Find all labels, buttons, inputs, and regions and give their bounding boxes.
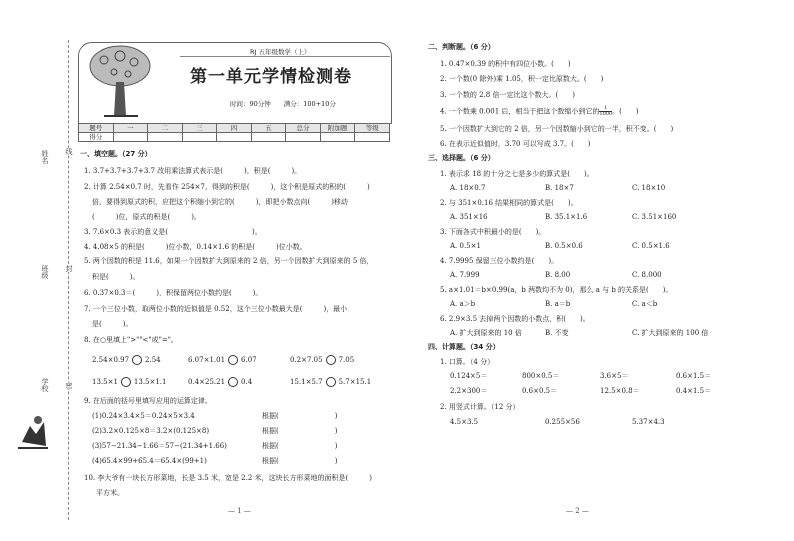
score-cell[interactable] (217, 133, 252, 142)
compare-left: 0.4×25.21 (188, 378, 226, 386)
score-cell[interactable] (355, 133, 390, 142)
judge-6: 6. 在表示近似值时，3.70 可以写成 3.7。( ) (440, 140, 591, 148)
choice-2: 2. 与 351×0.16 结果相同的算式是( )。 (440, 199, 578, 207)
section-fill-blank: 一、填空题。（27 分） (80, 150, 152, 158)
section-calc: 四、计算题。（34 分） (428, 343, 500, 351)
score-header: 四 (217, 124, 252, 133)
question-4: 4. 4.08×5 的积是( )位小数，0.14×1.6 的积是( )位小数。 (84, 243, 307, 251)
compare-item (188, 377, 252, 387)
fraction-denominator: 1000 (599, 111, 613, 117)
section-choice: 三、选择题。（6 分） (428, 154, 495, 162)
binding-secret-mark: 密 (65, 382, 73, 389)
school-label: 学校 (41, 378, 49, 392)
compare-circle-input[interactable] (326, 355, 336, 365)
figure-illustration (14, 412, 52, 452)
question-2c: ( )位，原式的积是( )。 (92, 213, 201, 221)
option[interactable]: B. 18×7 (545, 184, 574, 192)
subject-label: RJ 五年级数学（上） (250, 48, 311, 56)
law-basis: 根据( ) (262, 442, 338, 450)
judge-4-end: 。( ) (612, 107, 639, 116)
option[interactable]: C. a＜b (632, 300, 658, 308)
compare-left: 6.07×1.01 (188, 356, 226, 364)
option[interactable]: A. 0.5×1 (450, 242, 481, 250)
page-number-2: — 2 — (566, 507, 589, 515)
compare-item (188, 355, 257, 365)
choice-5: 5. a×1.01＝b×0.99(a，b 两数均不为 0)，那么 a 与 b 的关系是( )。 (440, 286, 673, 294)
score-cell[interactable] (320, 133, 355, 142)
score-header: 总分 (286, 124, 321, 133)
score-header: 五 (251, 124, 286, 133)
compare-right: 13.5×1.1 (133, 378, 167, 386)
compare-item (290, 377, 371, 387)
option[interactable]: C. 3.51×160 (632, 213, 677, 221)
option[interactable]: C. 扩大到原来的 100 倍 (632, 329, 709, 337)
option[interactable]: B. 0.5×0.6 (545, 242, 583, 250)
oral-item: 12.5×0.8＝ (600, 387, 640, 395)
compare-circle-input[interactable] (132, 355, 142, 365)
compare-left: 2.54×0.97 (92, 356, 130, 364)
option[interactable]: A. 18×0.7 (450, 184, 486, 192)
question-10a: 10. 李大爷有一块长方形菜地，长是 3.5 米，宽是 2.2 米，这块长方形菜地的面积是( ) (84, 474, 372, 482)
fraction-numerator: 1 (599, 106, 612, 112)
option[interactable]: B. a＝b (545, 300, 571, 308)
compare-left: 13.5×1 (92, 378, 118, 386)
oral-item: 2.2×300＝ (450, 387, 488, 395)
option[interactable]: A. 7.999 (450, 271, 480, 279)
judge-4-text: 4. 一个数乘 0.001 后，相当于把这个数缩小到它的 (440, 107, 600, 116)
score-header: 等级 (355, 124, 390, 133)
judge-1: 1. 0.47×0.39 的积中有四位小数。( ) (440, 60, 571, 68)
law-item: (2)3.2×0.125×8＝3.2×(0.125×8) (92, 427, 210, 435)
question-6: 6. 0.37×0.3＝( )，积保留两位小数约是( )。 (84, 289, 263, 297)
score-header: 一 (113, 124, 148, 133)
score-header: 附加题 (320, 124, 355, 133)
score-label: 得分 (79, 133, 114, 142)
score-row (79, 133, 390, 142)
compare-item (290, 355, 354, 365)
option[interactable]: C. 0.5×1.6 (632, 242, 670, 250)
question-8: 8. 在○里填上">""<"或"="。 (84, 336, 178, 344)
question-2a: 2. 计算 2.54×0.7 时，先看作 254×7，得到的积是( )，这个积是原式的积的( ) (84, 183, 370, 191)
score-header-row (79, 124, 390, 133)
law-item: (1)0.24×3.4×5＝0.24×5×3.4 (92, 412, 195, 420)
compare-right: 6.07 (241, 356, 257, 364)
vertical-calc-title: 2. 用竖式计算。（12 分） (440, 403, 520, 411)
law-basis: 根据( ) (262, 427, 338, 435)
judge-3: 3. 一个数的 2.8 倍一定比这个数大。( ) (440, 91, 575, 99)
question-1: 1. 3.7+3.7+3.7+3.7 改用乘法算式表示是( )，积是( )。 (84, 167, 302, 175)
score-header: 三 (182, 124, 217, 133)
compare-circle-input[interactable] (121, 377, 131, 387)
time-score: 时间：90分钟 满分：100+10分 (230, 100, 336, 108)
question-10b: 平方米。 (96, 489, 124, 497)
score-cell[interactable] (251, 133, 286, 142)
score-header: 题号 (79, 124, 114, 133)
score-cell[interactable] (182, 133, 217, 142)
question-7a: 7. 一个三位小数，取两位小数的近似值是 0.52，这个三位小数最大是( )，最小 (84, 305, 348, 313)
law-item: (3)57−21.34−1.66＝57−(21.34+1.66) (92, 442, 227, 450)
page-number-1: — 1 — (228, 507, 251, 515)
compare-circle-input[interactable] (326, 377, 336, 387)
option[interactable]: A. a＞b (450, 300, 476, 308)
question-7b: 是( )。 (92, 320, 133, 328)
oral-item: 0.6×1.5＝ (676, 372, 712, 380)
compare-right: 2.54 (145, 356, 161, 364)
law-item: (4)65.4×99+65.4＝65.4×(99+1) (92, 457, 207, 465)
fraction (599, 106, 612, 117)
law-basis: 根据( ) (262, 457, 338, 465)
page-title: 第一单元学情检测卷 (190, 67, 352, 87)
question-3: 3. 7.6×0.3 表示的意义是( )。 (84, 228, 262, 236)
choice-4: 4. 7.9995 保留三位小数约是( )。 (440, 257, 559, 265)
question-5b: 积是( )。 (92, 273, 140, 281)
oral-item: 800×0.5＝ (522, 372, 560, 380)
option[interactable]: A. 351×16 (450, 213, 488, 221)
judge-5: 5. 一个因数扩大到它的 2 倍，另一个因数缩小到它的一半，积不变。( ) (440, 125, 674, 133)
option[interactable]: B. 不变 (545, 329, 569, 337)
binding-dashed-line (68, 40, 69, 520)
class-label: 班级 (41, 265, 49, 279)
oral-item: 3.6×5＝ (600, 372, 629, 380)
option[interactable]: B. 8.00 (545, 271, 571, 279)
compare-left: 15.1×5.7 (290, 378, 323, 386)
oral-item: 0.124×5＝ (450, 372, 488, 380)
choice-1: 1. 表示求 18 的十分之七是多少的算式是( )。 (440, 170, 594, 178)
vertical-item: 5.37×4.3 (632, 418, 665, 426)
compare-circle-input[interactable] (228, 355, 238, 365)
option[interactable]: A. 扩大到原来的 10 倍 (450, 329, 522, 337)
compare-right: 5.7×15.1 (338, 378, 372, 386)
name-label: 姓名 (41, 150, 49, 164)
oral-calc-title: 1. 口算。（4 分） (440, 358, 495, 366)
choice-6: 6. 2.9×3.5 去掉两个因数的小数点，积( )。 (440, 315, 590, 323)
score-header: 二 (148, 124, 183, 133)
score-cell[interactable] (286, 133, 321, 142)
binding-line-mark: 线 (65, 148, 73, 155)
option[interactable]: C. 18×10 (632, 184, 666, 192)
question-2b: 倍，要得到原式的积，应把这个积缩小到它的( )，即把小数点向( )移动 (92, 198, 348, 206)
oral-item: 0.4×1.5＝ (676, 387, 712, 395)
judge-2: 2. 一个数(0 除外)乘 1.05，积一定比原数大。( ) (440, 75, 604, 83)
tree-illustration (86, 44, 154, 120)
choice-3: 3. 下面各式中积最小的是( )。 (440, 228, 546, 236)
vertical-item: 4.5×3.5 (450, 418, 479, 426)
question-9: 9. 在后面的括号里填写应用的运算定律。 (84, 397, 212, 405)
compare-circle-input[interactable] (228, 377, 238, 387)
section-judge: 二、判断题。（6 分） (428, 43, 495, 51)
option[interactable]: B. 35.1×1.6 (545, 213, 588, 221)
vertical-item: 0.255×56 (545, 418, 580, 426)
compare-right: 0.4 (241, 378, 253, 386)
judge-4 (440, 106, 639, 117)
question-5a: 5. 两个因数的积是 11.6，如果一个因数扩大到原来的 2 倍，另一个因数扩大到原来的 5 倍， (84, 257, 374, 265)
compare-item (92, 355, 161, 365)
compare-item (92, 377, 167, 387)
score-cell[interactable] (113, 133, 148, 142)
binding-seal-mark: 封 (65, 265, 73, 272)
option[interactable]: C. 8.000 (632, 271, 662, 279)
compare-right: 7.05 (338, 356, 355, 364)
score-cell[interactable] (148, 133, 183, 142)
oral-item: 0.6×0.5＝ (522, 387, 558, 395)
law-basis: 根据( ) (262, 412, 338, 420)
score-table (78, 123, 390, 142)
compare-left: 0.2×7.05 (290, 356, 323, 364)
